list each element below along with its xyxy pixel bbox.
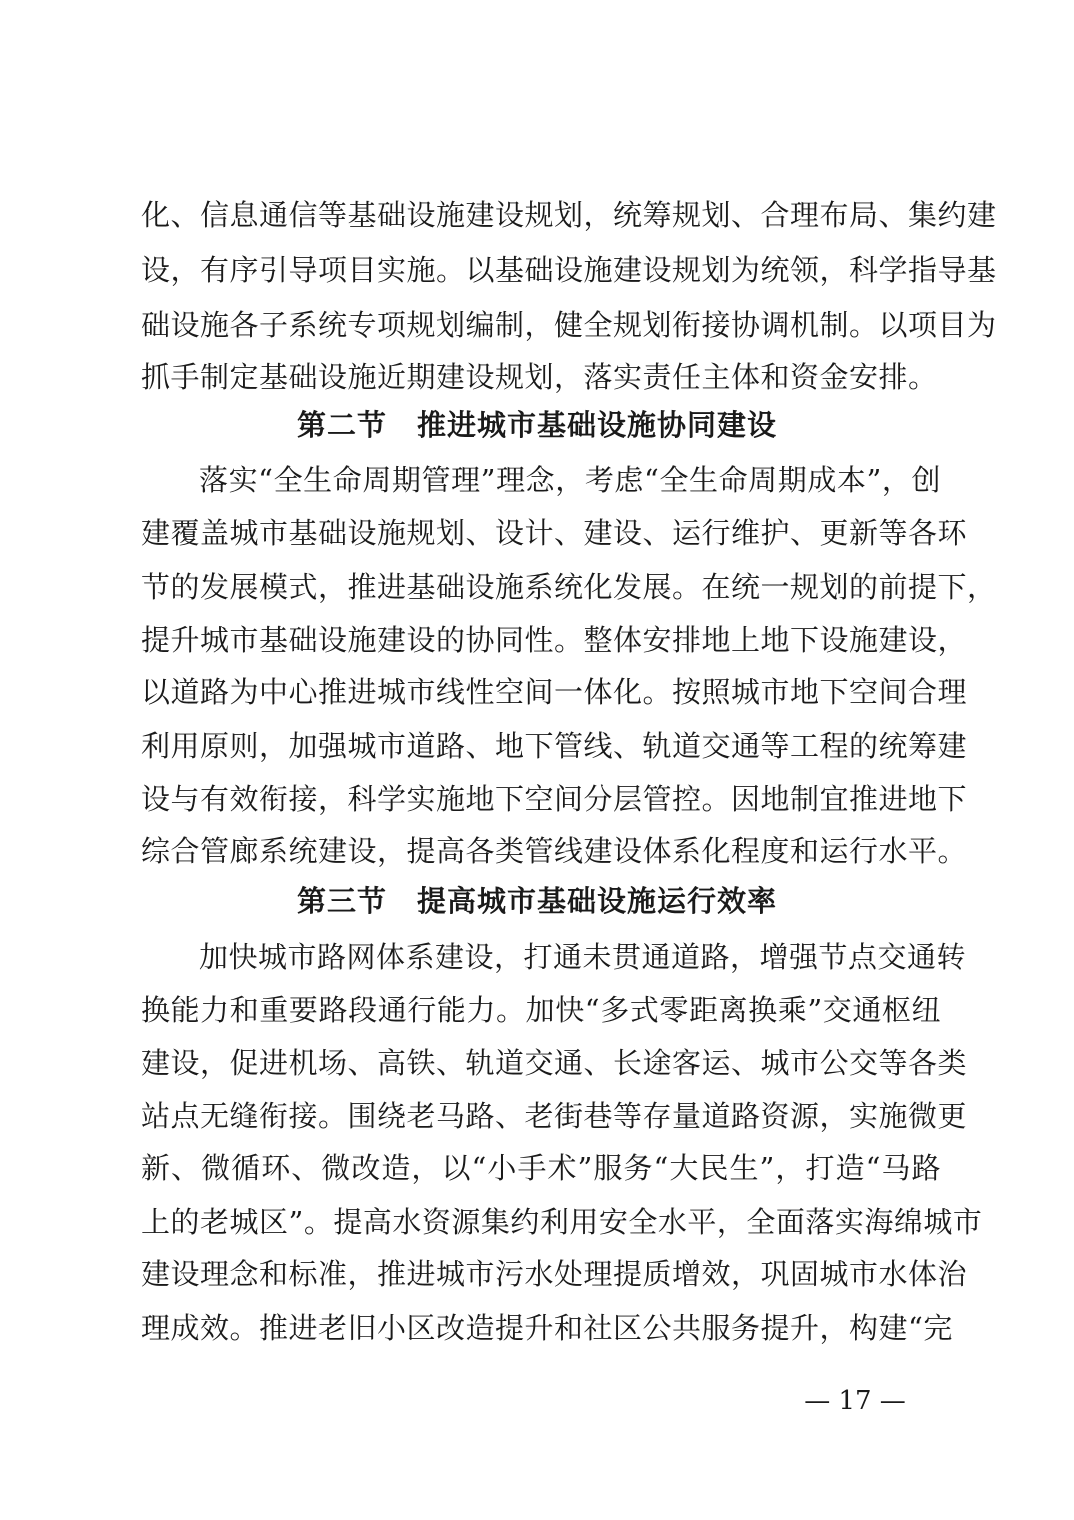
paragraph-line: 节的发展模式，推进基础设施系统化发展。在统一规划的前提下， [141,570,997,604]
paragraph-line: 落实“全生命周期管理”理念，考虑“全生命周期成本”，创 [199,463,941,497]
section-heading: 第三节 提高城市基础设施运行效率 [296,884,777,918]
page-number: — 17 — [804,1386,906,1416]
section-heading: 第二节 推进城市基础设施协同建设 [296,408,777,442]
paragraph-line: 建设，促进机场、高铁、轨道交通、长途客运、城市公交等各类 [141,1046,968,1080]
paragraph-line: 抓手制定基础设施近期建设规划，落实责任主体和资金安排。 [141,360,938,394]
paragraph-line: 建设理念和标准，推进城市污水处理提质增效，巩固城市水体治 [141,1257,968,1291]
paragraph-line: 新、微循环、微改造，以“小手术”服务“大民生”，打造“马路 [141,1151,941,1185]
paragraph-line: 站点无缝衔接。围绕老马路、老街巷等存量道路资源，实施微更 [141,1099,968,1133]
paragraph-line: 上的老城区”。提高水资源集约利用安全水平，全面落实海绵城市 [141,1205,983,1239]
paragraph-line: 利用原则，加强城市道路、地下管线、轨道交通等工程的统筹建 [141,729,968,763]
paragraph-line: 理成效。推进老旧小区改造提升和社区公共服务提升，构建“完 [141,1311,953,1345]
paragraph-line: 设与有效衔接，科学实施地下空间分层管控。因地制宜推进地下 [141,782,968,816]
paragraph-line: 换能力和重要路段通行能力。加快“多式零距离换乘”交通枢纽 [141,993,941,1027]
paragraph-line: 以道路为中心推进城市线性空间一体化。按照城市地下空间合理 [141,675,968,709]
paragraph-line: 化、信息通信等基础设施建设规划，统筹规划、合理布局、集约建 [141,198,997,232]
paragraph-line: 设，有序引导项目实施。以基础设施建设规划为统领，科学指导基 [141,253,997,287]
paragraph-line: 础设施各子系统专项规划编制，健全规划衔接协调机制。以项目为 [141,308,997,342]
paragraph-line: 提升城市基础设施建设的协同性。整体安排地上地下设施建设， [141,623,968,657]
paragraph-line: 建覆盖城市基础设施规划、设计、建设、运行维护、更新等各环 [141,516,968,550]
paragraph-line: 加快城市路网体系建设，打通未贯通道路，增强节点交通转 [199,940,967,974]
paragraph-line: 综合管廊系统建设，提高各类管线建设体系化程度和运行水平。 [141,834,968,868]
